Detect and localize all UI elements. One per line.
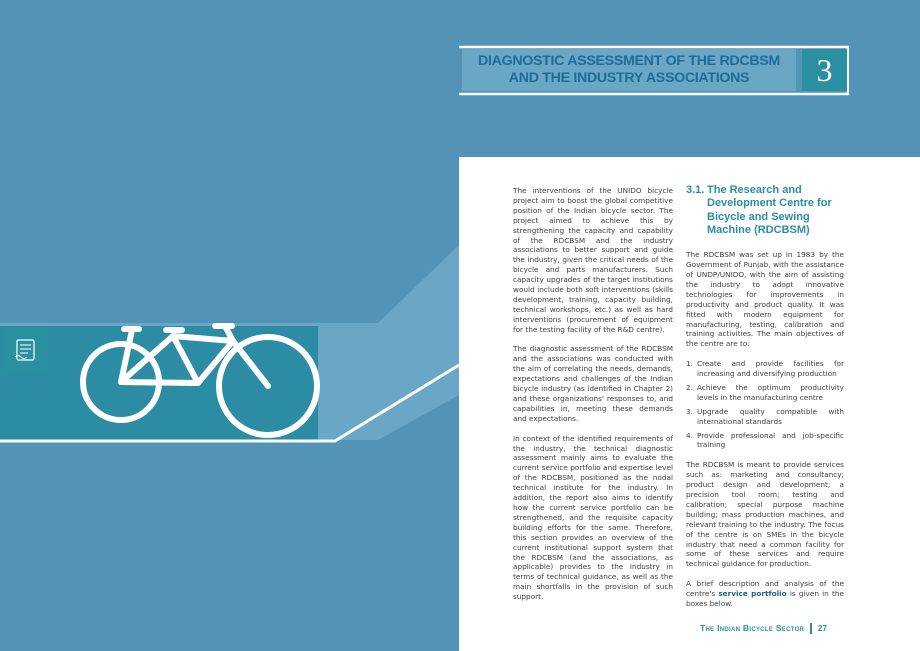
page-number: 27: [817, 623, 828, 633]
right-column: [686, 184, 844, 619]
section-heading: [686, 184, 844, 237]
list-text: Create and provide facilities for increasing and diversifying production: [697, 359, 844, 379]
list-item: [686, 431, 844, 451]
footer-divider: [810, 623, 812, 634]
list-text: Upgrade quality compatible with international standards: [697, 406, 844, 426]
paragraph: In context of the identified requirements of the industry, the technical diagnostic assessment mainly aims to evaluate the current service portfolio and expertise level of the RDCBSM, positioned as the nodal technical institute for the industry. In addition, the report also aims to identify how the current service portfolio can be strengthened, and the requisite capacity building efforts for the same. Therefore, this section provides an overview of the current institutional support system that the RDCBSM (and the associations, as applicable) provides to the industry in terms of technical guidance, as well as the main shortfalls in the provision of such support.: [513, 433, 673, 602]
paragraph: The interventions of the UNIDO bicycle project aim to boost the global competitive position of the Indian bicycle sector. The project aimed to achieve this by strengthening the capacity and capability of the RDCBSM and the industry associations to better support and guide the industry, given the critical needs of the bicycle and parts manufacturers. Such capacity upgrades of the target institutions would include both soft interventions (skills development, training, capacity building, technical workshops, etc.) as well as hard interventions (procurement of equipment for the testing facility of the R&D centre).: [513, 186, 673, 334]
list-number: 4.: [686, 430, 693, 440]
section-number: 3.1.: [686, 184, 705, 196]
section-intro: The RDCBSM was set up in 1983 by the Government of Punjab, with the assistance of UNDP/UNIDO, with the aim of assisting the industry to adopt innovative technologies for improvements in productivity and product quality. It was fitted with modern equipment for manufacturing, testing, calibration and training activities. The main objectives of the centre are to:: [686, 250, 844, 349]
list-item: [686, 383, 844, 403]
chapter-title-line-1: DIAGNOSTIC ASSESSMENT OF THE RDCBSM: [478, 53, 780, 69]
closing-suffix: is given in the boxes below.: [686, 589, 844, 608]
list-number: 1.: [686, 359, 693, 369]
service-portfolio-link[interactable]: service portfolio: [718, 589, 787, 599]
list-item: [686, 407, 844, 427]
chapter-title-line-2: AND THE INDUSTRY ASSOCIATIONS: [508, 70, 750, 86]
page-footer: [700, 622, 860, 634]
list-item: [686, 359, 844, 379]
objectives-list: [686, 359, 844, 450]
chapter-number: 3: [802, 49, 847, 91]
closing-paragraph: [686, 579, 844, 609]
list-number: 2.: [686, 382, 693, 392]
chapter-title: [462, 49, 796, 91]
book-title: The Indian Bicycle Sector: [700, 623, 805, 633]
document-icon: [3, 326, 48, 372]
services-paragraph: The RDCBSM is meant to provide services such as: marketing and consultancy; product design and development; a precision tool room; testing and calibration; special purpose machine building; mass production machines, and relevant training to the industry. The focus of the centre is on SMEs in the bicycle industry that need a common facility for some of these services and require technical guidance for production.: [686, 460, 844, 569]
left-column: [513, 186, 673, 612]
section-title: The Research and Development Centre for Bicycle and Sewing Machine (RDCBSM): [707, 184, 832, 236]
list-text: Provide professional and job-specific training: [697, 430, 844, 450]
closing-prefix: A brief description and analysis of the centre's: [686, 579, 844, 599]
list-number: 3.: [686, 406, 693, 416]
paragraph: The diagnostic assessment of the RDCBSM and the associations was conducted with the aim of correlating the needs, demands, expectations and challenges of the Indian bicycle industry (as identified in Chapter 2) and these organizations' responses to, and capabilities in, meeting these demands and expectations.: [513, 344, 673, 423]
list-text: Achieve the optimum productivity levels in the manufacturing centre: [697, 382, 844, 402]
